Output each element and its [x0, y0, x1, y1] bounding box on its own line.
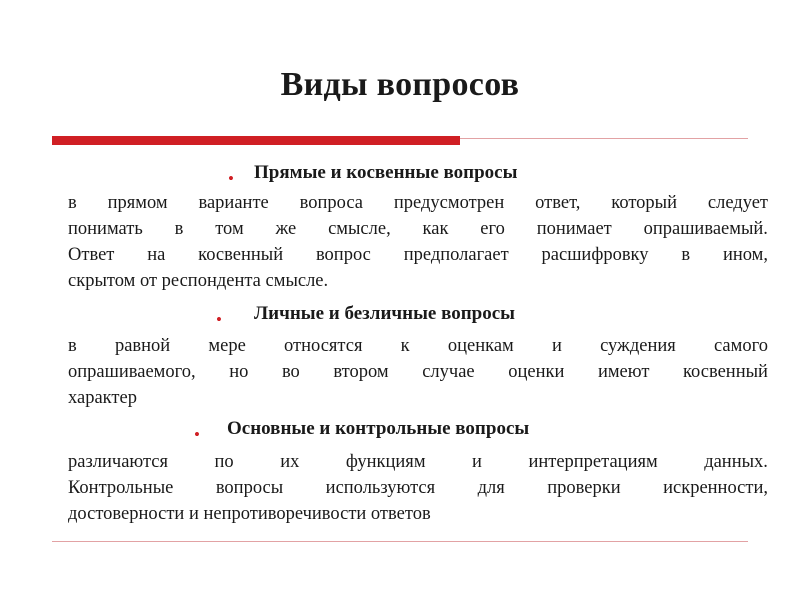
slide-title: Виды вопросов [280, 66, 520, 103]
body-line: достоверности и непротиворечивости ответов [68, 504, 431, 524]
body-line: характер [68, 388, 137, 408]
body-line: Ответ на косвенный вопрос предполагает расшифровку в ином, [68, 245, 768, 265]
section-heading-direct-indirect: Прямые и косвенные вопросы [254, 162, 518, 183]
title-underline-thick [52, 136, 460, 145]
body-line: Контрольные вопросы используются для проверки искренности, [68, 478, 768, 498]
body-line: опрашиваемого, но во втором случае оценки имеют косвенный [68, 362, 768, 382]
section-heading-main-control: Основные и контрольные вопросы [227, 418, 530, 439]
body-line: в прямом варианте вопроса предусмотрен ответ, который следует [68, 193, 768, 213]
bullet-icon: • [216, 310, 222, 329]
section-heading-personal-impersonal: Личные и безличные вопросы [254, 303, 515, 324]
body-line: в равной мере относятся к оценкам и суждения самого [68, 336, 768, 356]
section-body-main-control [68, 449, 768, 527]
body-line: понимать в том же смысле, как его понимает опрашиваемый. [68, 219, 768, 239]
title-underline-thin [460, 138, 748, 139]
bullet-icon: • [194, 425, 200, 444]
section-body-direct-indirect [68, 190, 768, 294]
body-line: различаются по их функциям и интерпретациям данных. [68, 452, 768, 472]
footer-divider [52, 541, 748, 542]
section-body-personal-impersonal [68, 333, 768, 411]
body-line: скрытом от респондента смысле. [68, 271, 329, 291]
bullet-icon: • [228, 169, 234, 188]
